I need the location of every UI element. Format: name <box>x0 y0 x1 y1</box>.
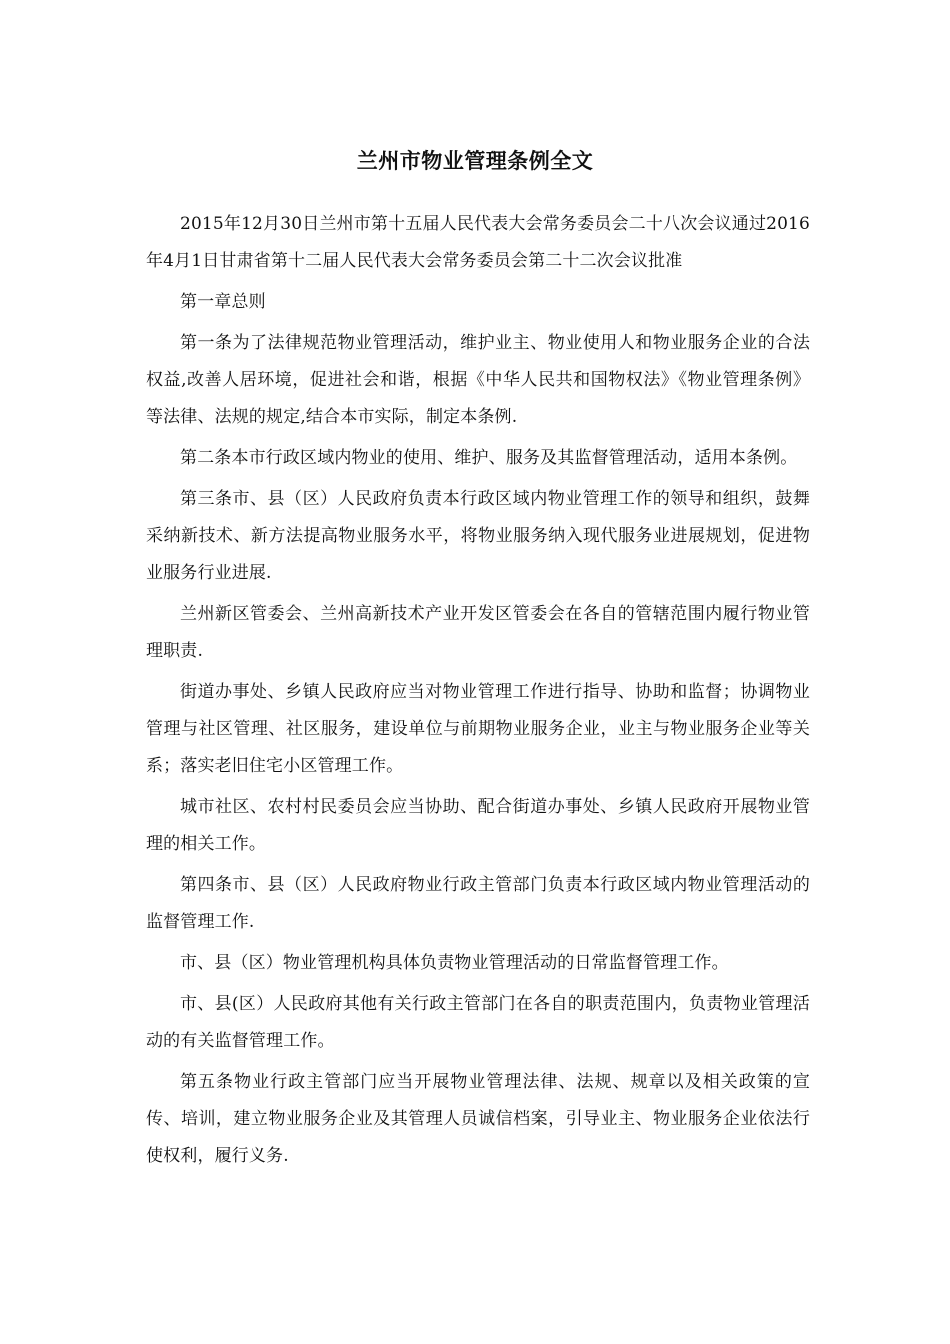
paragraph-article-4: 第四条市、县（区）人民政府物业行政主管部门负责本行政区域内物业管理活动的监督管理工作. <box>146 875 810 932</box>
paragraph-article-3-clause-4: 城市社区、农村村民委员会应当协助、配合街道办事处、乡镇人民政府开展物业管理的相关工作。 <box>146 797 810 854</box>
paragraph-article-3: 第三条市、县（区）人民政府负责本行政区域内物业管理工作的领导和组织，鼓舞采纳新技术、新方法提高物业服务水平，将物业服务纳入现代服务业进展规划，促进物业服务行业进展. <box>146 489 810 583</box>
paragraph-article-4-clause-2: 市、县（区）物业管理机构具体负责物业管理活动的日常监督管理工作。 <box>180 953 729 973</box>
paragraph-article-5: 第五条物业行政主管部门应当开展物业管理法律、法规、规章以及相关政策的宣传、培训，建立物业服务企业及其管理人员诚信档案，引导业主、物业服务企业依法行使权利，履行义务. <box>146 1072 810 1166</box>
paragraph-article-2: 第二条本市行政区域内物业的使用、维护、服务及其监督管理活动，适用本条例。 <box>180 448 798 468</box>
paragraph-preamble: 2015年12月30日兰州市第十五届人民代表大会常务委员会二十八次会议通过2016年4月1日甘肃省第十二届人民代表大会常务委员会第二十二次会议批准 <box>146 214 810 271</box>
paragraph-article-3-clause-3: 街道办事处、乡镇人民政府应当对物业管理工作进行指导、协助和监督；协调物业管理与社区管理、社区服务，建设单位与前期物业服务企业，业主与物业服务企业等关系；落实老旧住宅小区管理工作。 <box>146 682 810 776</box>
paragraph-article-3-clause-2: 兰州新区管委会、兰州高新技术产业开发区管委会在各自的管辖范围内履行物业管理职责. <box>146 604 810 661</box>
chapter-heading: 第一章总则 <box>180 292 266 312</box>
paragraph-article-1: 第一条为了法律规范物业管理活动，维护业主、物业使用人和物业服务企业的合法权益,改善人居环境，促进社会和谐，根据《中华人民共和国物权法》《物业管理条例》等法律、法规的规定,结合本市实际，制定本条例. <box>146 333 810 427</box>
paragraph-article-4-clause-3: 市、县(区）人民政府其他有关行政主管部门在各自的职责范围内，负责物业管理活动的有关监督管理工作。 <box>146 994 810 1051</box>
document-title: 兰州市物业管理条例全文 <box>356 149 594 173</box>
document-body <box>146 206 810 1179</box>
